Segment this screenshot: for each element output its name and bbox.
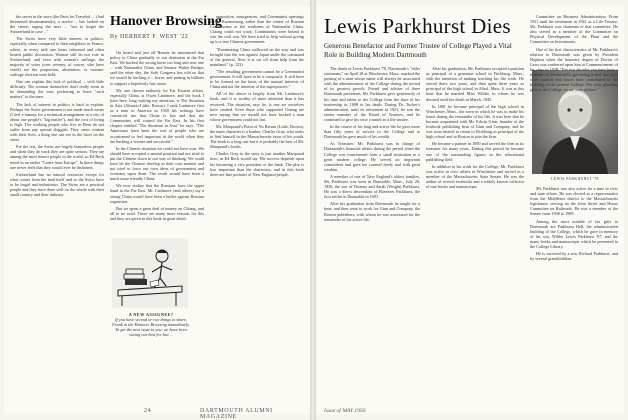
photo-caption: LEWIS PARKHURST '78 bbox=[551, 177, 599, 181]
paragraph: One can explain this lack of political ... with little difficulty. The woman themselves don't really seem to be demanding the vote, preferring to leave "such matters" to the men. bbox=[10, 79, 104, 100]
paragraph: Among the most notable of his gifts to Dartmouth are Parkhurst Hall, the administration building of the College, which he gave in memory of his son, Wilder Lewis Parkhurst '07, and the many books and manuscripts which he presented to the College Library. bbox=[530, 218, 618, 250]
paragraph: Mr. Marquand's Point of No Return (Little, Brown), the main character is a banker, Charles Gray, who seeks to find himself in the Massachusetts town of his youth. The book is a long one but it is probably the best of Mr. Marquand's books. bbox=[210, 123, 304, 150]
right-column-1 bbox=[324, 66, 420, 402]
right-page bbox=[316, 6, 624, 414]
paragraph: Switzerland has no natural resources except for what comes from the land itself and so the Swiss have to be frugal and industrious. The Swiss are a practical people and they have done well on the whole with their small country and their industry. bbox=[10, 171, 104, 198]
right-column-3-upper bbox=[530, 14, 618, 93]
paragraph: "Kuomintang China wallowed on the way and was brought into the war against Japan under the command of the general. Now it is cut off from help from the mainland." (p. 123) bbox=[210, 46, 304, 67]
paragraph: He is survived by a son, Richard Parkhurst, and by several grandchildren. bbox=[530, 251, 618, 262]
paragraph: The Swiss have very little interest in politics, especially when compared to their neighbors in France, where, in every café one hears informed and often heated public discussion. Women still do not vote in Switzerland, and even with woman's suffrage, the majority of votes (over seventy, of course, who have voted) are the proportion, abstention, or woman-suffrage election were held. bbox=[10, 36, 104, 78]
paragraph: "The resulting government cannot be a Communist government. It will have to be a composite. It will have to be formed on the basis of the mutual interests of China and not the interests of the superpowers." bbox=[210, 68, 304, 90]
paragraph: Mr. Parkhurst was also active for a time in civic and state affairs. He was elected as a representative from the Middlesex district to the Massachusetts legislature, serving on the Joint Street and House Committee on Railroads. He was a member of the Senate from 1908 to 1909. bbox=[530, 186, 618, 217]
paragraph: He became a partner in 1890 and served the firm as its treasurer for many years. During this period he became one of the outstanding figures in the educational publishing field. bbox=[426, 141, 524, 162]
paragraph: A member of one of New England's oldest families, Mr. Parkhurst was born in Dunstable, Mass., July 28, 1856, the son of Thomas and Sarah (Wright) Parkhurst. He was a direct descendant of Ebenezer Parkhurst, the first settler in Dunstable in 1691. bbox=[324, 173, 420, 200]
cartoon-caption bbox=[110, 312, 192, 337]
left-column-1 bbox=[10, 14, 104, 199]
caption-title: A NEW ASSIGNEE? bbox=[128, 312, 174, 317]
right-column-2 bbox=[426, 66, 524, 402]
paragraph: For the rest, the Swiss are largely humorless people and when they do work they are quite serious. They are among the most honest people in the world, so Ed Beck noted in an earlier "Letter from Europe". In these things one never feels that they would ever be dishonest. bbox=[10, 144, 104, 170]
paragraph: After his graduation, Mr. Parkhurst accepted a position as principal of a grammar school in Fitchburg, Mass., with the intention of making teaching his life work. He served there two years, and then spent three years as principal of the high school in Athol, Mass. It was at this time that he married Miss Wilder, to whom he was devoted until her death in March, 1945. bbox=[426, 66, 524, 102]
paragraph: As Treasurer, Mr. Parkhurst was in charge of Dartmouth's financial affairs during the period when the College was transformed from a small institution to a great modern college. He served on important committees and gave his counsel freely and with great wisdom. bbox=[324, 141, 420, 172]
left-page bbox=[4, 6, 310, 420]
hanover-browsing-heading: Hanover Browsing bbox=[110, 14, 222, 29]
left-column-2 bbox=[110, 50, 204, 234]
paragraph: The lack of interest in politics is hard to explain. Perhaps the Swiss government is not made much easier (I feel a famous for a technical arrangement in a city of about one people's "big matter"), and the cost of living is high. The working people who live in Bern do not suffer from any special sluggish. They seem content with their lives, a thing one can see in the faces on the street. bbox=[10, 101, 104, 143]
paragraph: the secret in the store (the Paris for Traveled ... ) had threatened disarmament(s), a novice ... has looked on the streets urging the next ... "not to forget the Switzerland in case ..." bbox=[10, 14, 104, 35]
paragraph: In 1881 he became principal of the high school in Winchester, Mass., the town in which he was to make his home during the remainder of his life. It was here that he became acquainted with Mr. Edwin Ginn, founder of the textbook publishing firm of Ginn and Company, and he was soon invited to return to Fitchburg as principal of the high school and to Boston to join the firm. bbox=[426, 103, 524, 140]
right-column-3-lower bbox=[530, 186, 618, 402]
paragraph: But we spent a great deal of money on Chiang, and all to no avail. There are many more reasons for this and they are given in this book in great detail. bbox=[110, 205, 204, 221]
paragraph: After his graduation from Dartmouth he taught for a time, and then went to work for Ginn and Company, the Boston publishers, with whom he was associated for the remainder of his active life. bbox=[324, 201, 420, 222]
paragraph: In the course of his long and active life he gave more than fifty years of service to the College and to Dartmouth he gave much of his wealth. bbox=[324, 124, 420, 140]
byline: By HERBERT F. WEST '22 bbox=[110, 34, 189, 40]
paragraph: On board and just off Ronnie he announced that policy in China gradually to our detriment in the Far East. We backed the wrong horse too long and now one ... with Nationalist China, and Senator Walter Bridges said the other day, the Soth Congress has told us that we would be backing a ... horse, and putting in billions to support a hopelessly lost cause. bbox=[110, 50, 204, 86]
paragraph: Committee on Business Administration. From 1921 until his retirement in 1941 as a Life Trustee, Mr. Parkhurst was chairman of that committee. He also served as a member of the Committee on Physical Development of the Plant and the Committee on Investments. bbox=[530, 14, 618, 45]
page-number: 24 bbox=[144, 408, 152, 414]
caption-text: If you have second or two things to share, Frank in the Hanover Browsing immediately. To get the next issue to you, we have been saving our best for last ... bbox=[112, 317, 190, 337]
paragraph: In the Chinese situation we could not have won. We should have accepted a neutral position and not tried to pin the Chinese down to our way of thinking. We could have let the Chinese develop in their own manner and not tried to force our own ideas of government and economy upon them. The result would have been a much more friendly China. bbox=[110, 145, 204, 182]
paragraph: My one chosen authority for Far Eastern affairs, especially China, is Owen Lattimore, and the book I have here, long waiting my attention, is The Situation in Asia (Atlantic-Little, Brown). I rank Lattimore first as a man in America in 1949 his writings have convinced me that China is lost and that the Communists will control the Far East. In his first chapter entitled "The Situation in Asia" he says: "The Americans have been the sort of people who are accustomed to feel important in the world when they are backing a winner and successful." bbox=[110, 87, 204, 144]
issue-line: Issue of MAY 1950 bbox=[324, 408, 366, 414]
paragraph: opposition, insurgencies, and Communist uprisings to the Kuomintang, rather than the winter of Russian Communism or the weakness of Nationalist China. Chiang could not work; Communists were bound to win the civil war. We have tried to help without giving up to a true Chinese government. bbox=[210, 14, 304, 45]
magazine-name: DARTMOUTH ALUMNI MAGAZINE bbox=[200, 408, 273, 420]
paragraph: All of the above is largely from Mr. Lattimore's book, and it is worthy of more attention than it has received. The situation, says he, is one we ourselves have created. Even those who supported Chiang are now saying that we should not have backed a man whose government could not last. bbox=[210, 91, 304, 122]
paragraph: The death of Lewis Parkhurst '78, Dartmouth's "elder statesman," on April 28 at Winchester, Mass., marked the passing of a man whose name will always be associated with the administration of the College during the period of its greatest growth. Friend and adviser of three Dartmouth presidents, Mr. Parkhurst gave generously of his time and talent to the College from the days of his trusteeship in 1908 to his death. During Dr. Tucker's administration, until its retirement in 1921, he was the senior member of the Board of Trustees, and he continued to give his wise counsel as a life trustee. bbox=[324, 66, 420, 122]
paragraph: One of his first characteristics of Mr. Parkhurst's relation to Dartmouth was given by President Hopkins when the honorary degree of Doctor of Laws was conferred upon him at Commencement of his class in 1928: "For two decades you have been a member of Dartmouth's governing board and your wise counsel and vision have contributed to the building of the present College. For your generous gifts to the College we are your debtors." bbox=[530, 46, 618, 93]
paragraph: In addition to his work for the College, Mr. Parkhurst was active in civic affairs in Winchester and served as a member of the Massachusetts State Senate. He was the author of several textbooks and a widely known collector of rare books and manuscripts. bbox=[426, 163, 524, 190]
paragraph: Charles Gray in the story is just another Marquand hero, as Ed Beck would say. His success depends upon his becoming a vice president of the bank. The plot is less important than the characters, and in this book there are fine portraits of New England people. bbox=[210, 151, 304, 177]
left-column-3 bbox=[210, 14, 304, 179]
article-title: Lewis Parkhurst Dies bbox=[324, 14, 511, 38]
article-subheading: Generous Benefactor and Former Trustee of College Played a Vital Role in Building Modern Dartmouth bbox=[324, 42, 512, 59]
paragraph: We now realize that the Russians have the upper hand in the Far East. Mr. Lattimore (and others) say a strong China would have been a buffer against Russian expansion. bbox=[110, 183, 204, 204]
cartoon-illustration bbox=[112, 238, 188, 308]
